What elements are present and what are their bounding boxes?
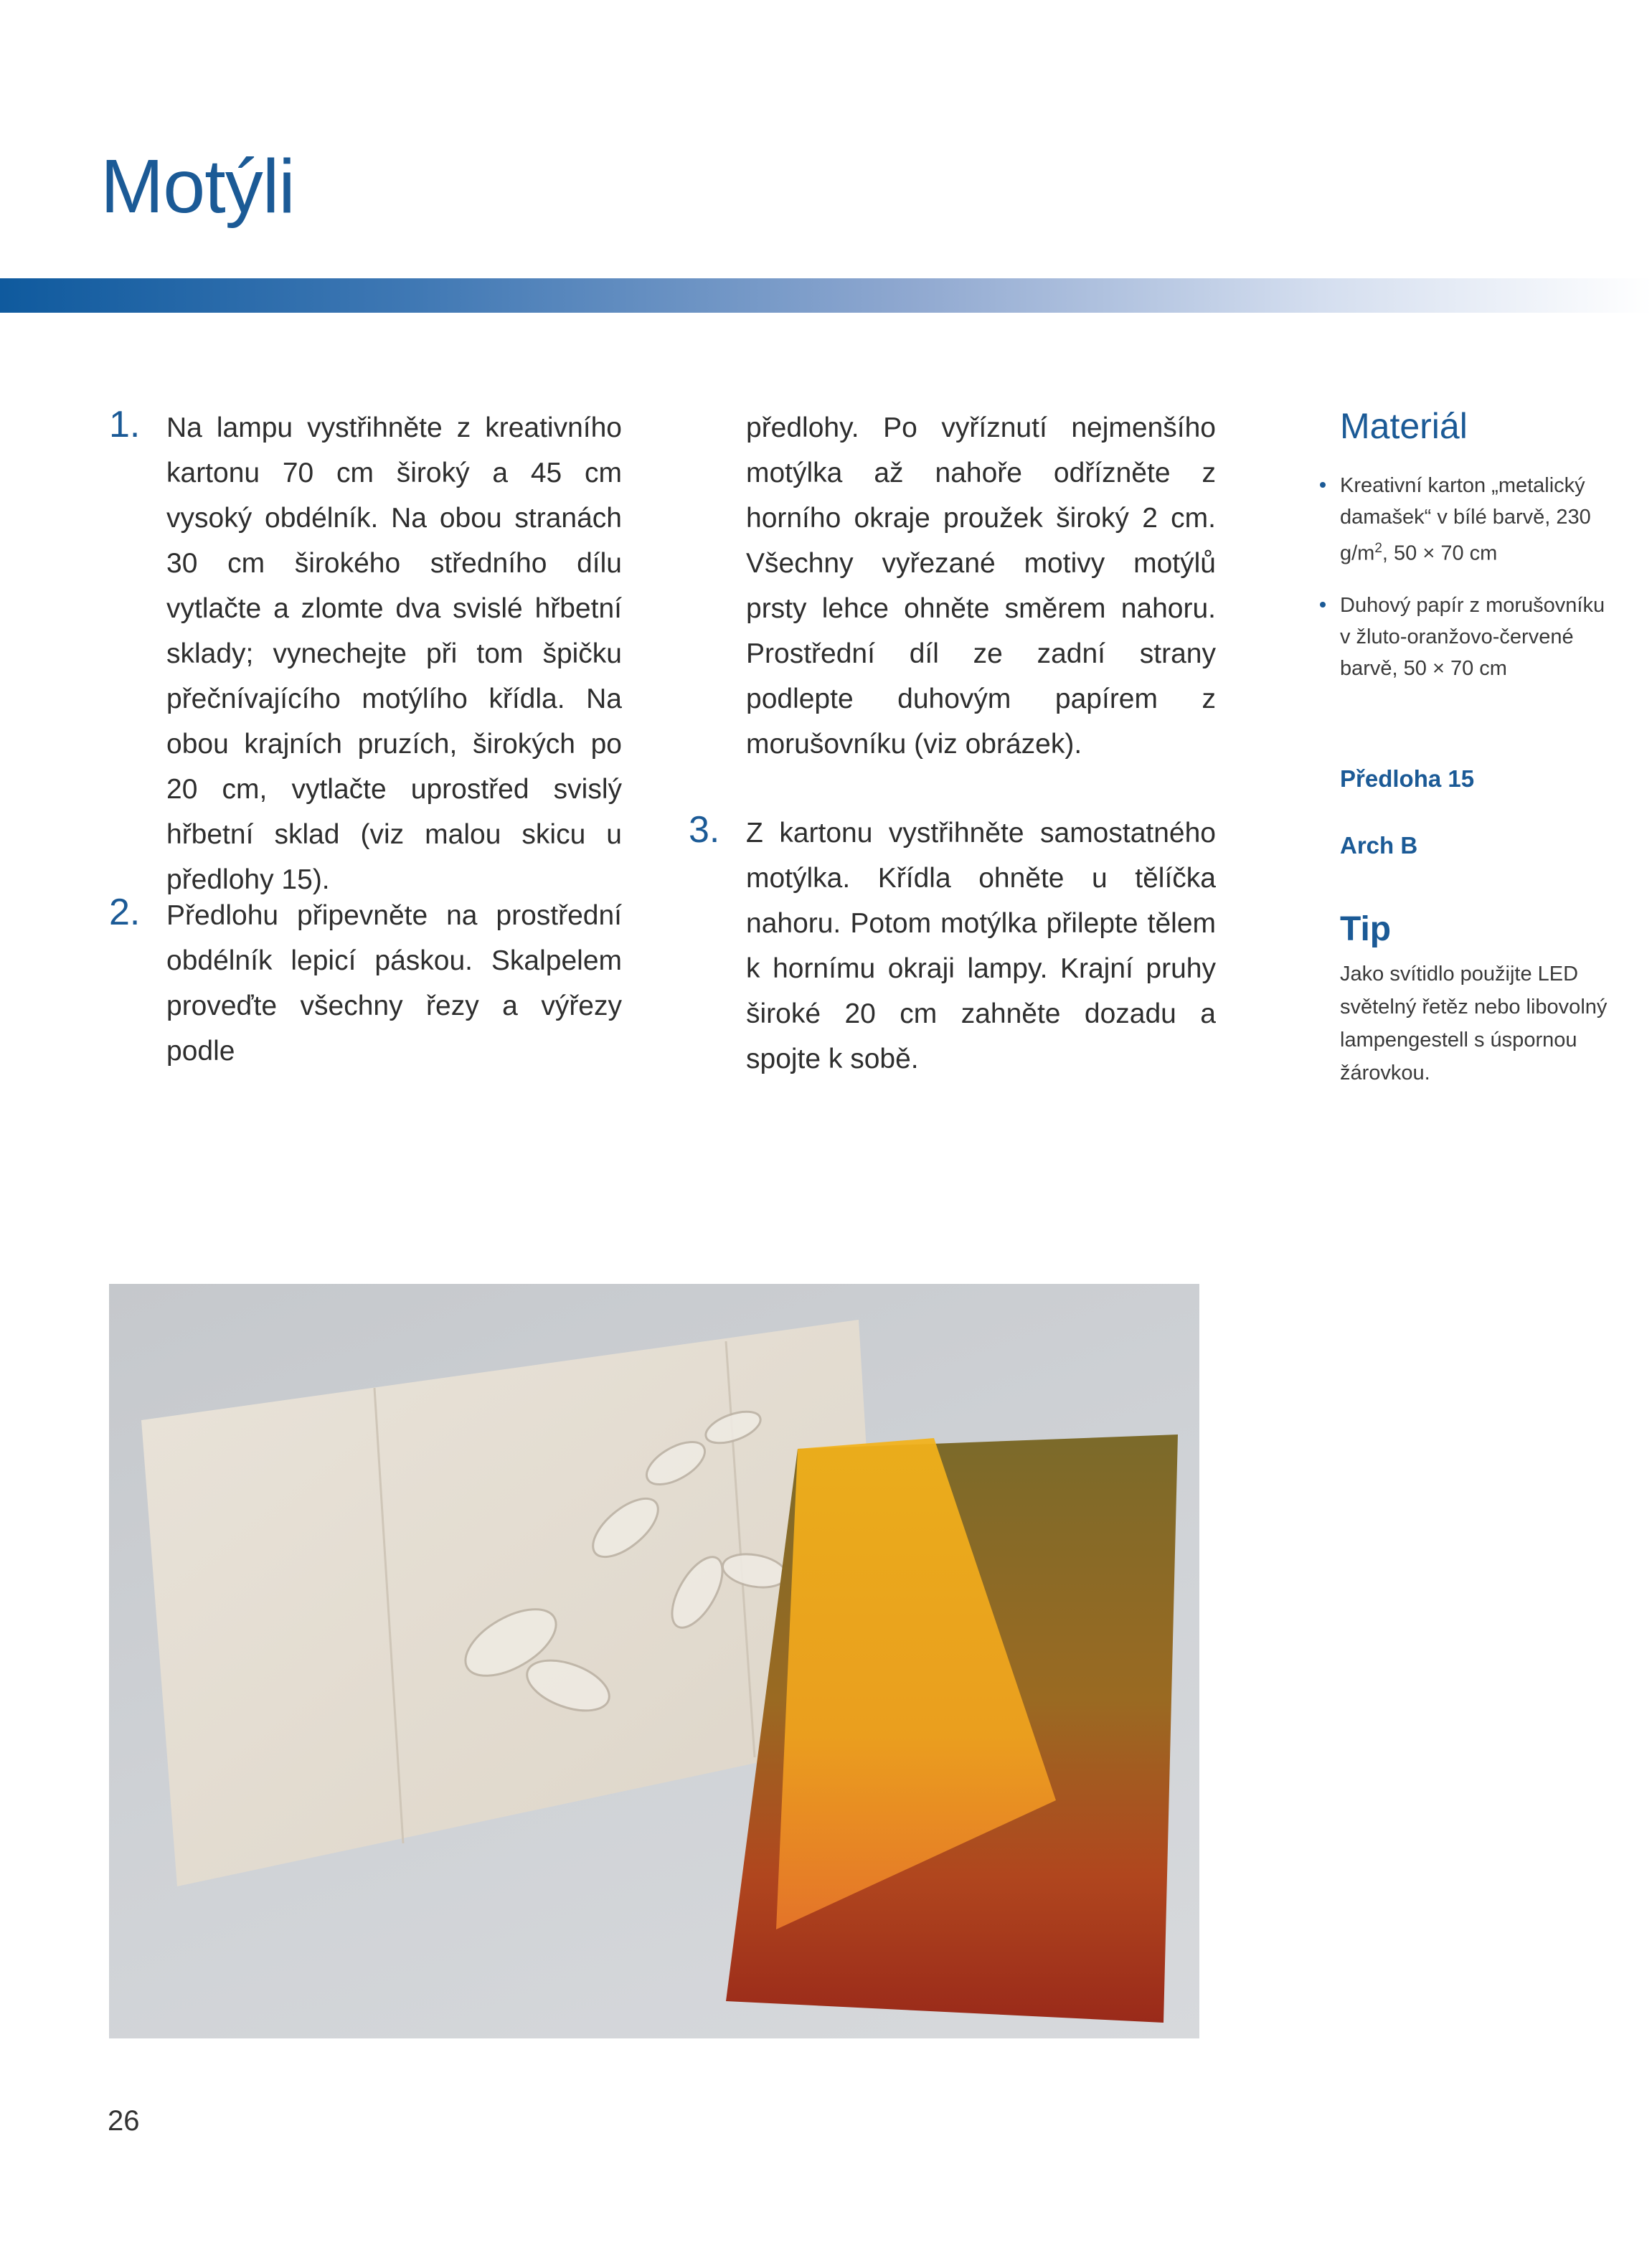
bullet-icon	[1320, 602, 1326, 608]
instructions-column-1	[109, 404, 622, 1067]
tip-heading: Tip	[1340, 910, 1392, 948]
step-text: předlohy. Po vyříznutí nejmenšího motýlka až nahoře odřízněte z horního okraje proužek široký 2 cm. Všechny vyřezané motivy motýlů prsty lehce ohněte směrem nahoru. Prostřední díl ze zadní strany podlepte duhovým papírem z morušovníku (viz obrázek).	[746, 412, 1216, 760]
material-list	[1320, 470, 1607, 704]
page-title: Motýli	[100, 144, 295, 229]
page-number: 26	[108, 2105, 140, 2137]
template-reference: Předloha 15	[1340, 765, 1475, 792]
material-item-text-end: , 50 × 70 cm	[1382, 542, 1498, 565]
bullet-icon	[1320, 482, 1326, 488]
material-item	[1320, 590, 1607, 684]
material-item-text: Duhový papír z morušovníku v žluto-oranžovo-červené barvě, 50 × 70 cm	[1340, 593, 1605, 680]
step-number: 3.	[689, 809, 720, 851]
step-text: Předlohu připevněte na prostřední obdélník lepicí páskou. Skalpelem proveďte všechny řezy a výřezy podle	[166, 900, 622, 1067]
step-text: Z kartonu vystřihněte samostatného motýlka. Křídla ohněte u tělíčka nahoru. Potom motýlka přilepte tělem k hornímu okraji lampy. Krajní pruhy široké 20 cm zahněte dozadu a spojte k sobě.	[746, 818, 1216, 1074]
step-number: 2.	[109, 892, 141, 933]
material-item	[1320, 470, 1607, 569]
material-heading: Materiál	[1340, 406, 1468, 446]
sheet-reference: Arch B	[1340, 832, 1418, 859]
product-photo	[109, 1284, 1199, 2038]
superscript: 2	[1374, 541, 1382, 556]
step-text: Na lampu vystřihněte z kreativního kartonu 70 cm široký a 45 cm vysoký obdélník. Na obou stranách 30 cm širokého středního dílu vytlačte a zlomte dva svislé hřbetní sklady; vynechejte při tom špičku přečnívajícího motýlího křídla. Na obou krajních pruzích, širokých po 20 cm, vytlačte uprostřed svislý hřbetní sklad (viz malou skicu u předlohy 15).	[166, 412, 622, 895]
lamp-papers-illustration	[109, 1284, 1199, 2038]
tip-text: Jako svítidlo použijte LED světelný řetěz nebo libovolný lampengestell s úspornou žárovkou.	[1340, 963, 1608, 1084]
material-item-text: Kreativní karton „metalický damašek“ v bílé barvě, 230 g/m	[1340, 474, 1591, 565]
header-gradient-bar	[0, 278, 1652, 313]
step-number: 1.	[109, 404, 141, 445]
instructions-column-2	[689, 405, 1216, 1074]
